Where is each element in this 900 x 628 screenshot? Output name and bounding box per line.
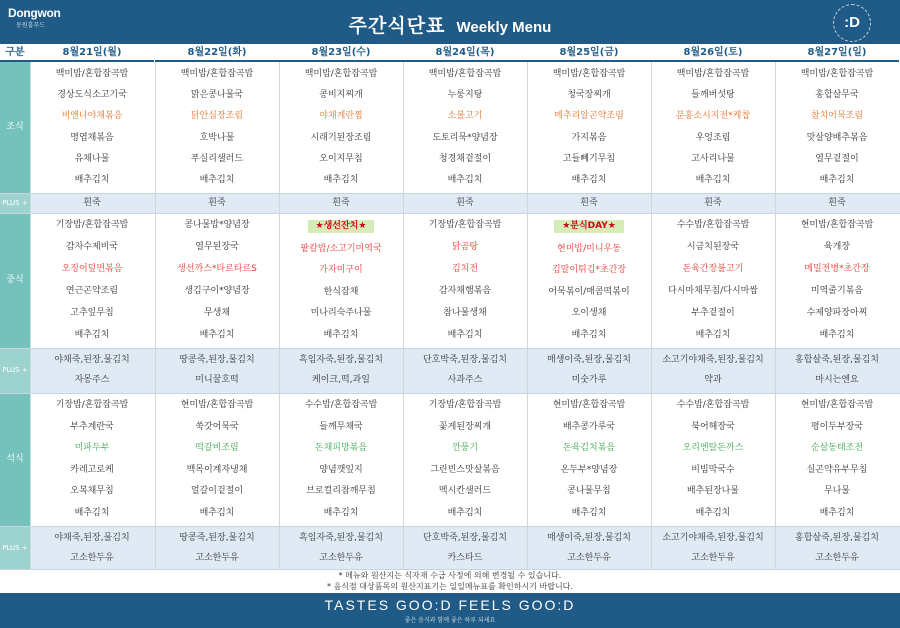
menu-item: 현미밥/혼합잡곡밥 (552, 400, 626, 411)
side-label-dinner-plus: PLUS + (0, 526, 30, 570)
menu-item: 청국장찌개 (567, 90, 611, 101)
breakfast-cell (775, 62, 899, 193)
menu-item: 자몽주스 (74, 375, 110, 386)
menu-item: 어묵볶이/매콤떡볶이 (548, 286, 630, 297)
menu-item: 배추김치 (74, 329, 110, 340)
note-line: * 음식점 대상품목의 원산지표기는 일일메뉴표를 확인하시기 바랍니다. (327, 582, 573, 591)
menu-item: 미나리숙주나물 (310, 308, 372, 319)
menu-item: 오이지무침 (319, 153, 363, 164)
menu-item: 배추김치 (447, 174, 483, 185)
menu-item: 연근곤약조림 (65, 285, 119, 296)
menu-item: 땅콩죽,된장,물김치 (179, 532, 255, 543)
menu-item: 멕시칸샐러드 (438, 486, 492, 497)
menu-item: 미숫가루 (571, 375, 607, 386)
menu-item: 메추리알곤약조림 (554, 111, 624, 122)
menu-item: 백미밥/혼합잡곡밥 (428, 69, 502, 80)
menu-item: 배추김치 (571, 174, 607, 185)
menu-item: 배추김치 (571, 507, 607, 518)
footer-subtext: 좋은 음식과 함께 좋은 하루 되세요 (404, 617, 496, 624)
menu-item: 고들빼기무침 (562, 153, 616, 164)
menu-item: 배추된장나물 (686, 486, 740, 497)
breakfast-plus-cell (403, 193, 527, 213)
footer-bar (0, 593, 900, 628)
menu-item: 고소한두유 (567, 552, 611, 563)
menu-item: 배추김치 (819, 507, 855, 518)
breakfast-cell (403, 62, 527, 193)
menu-item: 홍합살죽,된장,물김치 (795, 354, 879, 365)
day-header: 8월21일(월) (30, 44, 154, 62)
menu-item: 생선까스*타르타르S (177, 264, 257, 275)
menu-item: 비엔나야채볶음 (61, 111, 123, 122)
header-bar (0, 0, 900, 44)
menu-item: 맑은콩나물국 (190, 90, 244, 101)
dinner-cell (155, 393, 279, 526)
menu-item: 그린빈스맛살볶음 (430, 464, 500, 475)
menu-item: 무생채 (203, 307, 231, 318)
menu-item: 배추콩가루국 (562, 421, 616, 432)
day-header: 8월22일(화) (155, 44, 279, 62)
menu-item: 배추김치 (695, 174, 731, 185)
menu-item: 돈육김치볶음 (562, 443, 616, 454)
menu-item: 고소한두유 (815, 552, 859, 563)
lunch-plus-cell (30, 348, 154, 393)
menu-item: 흰죽 (456, 197, 474, 208)
lunch-cell (651, 213, 775, 348)
menu-item: 기장밥/혼합잡곡밥 (428, 220, 502, 231)
menu-item: 마시는엔요 (815, 375, 859, 386)
dinner-cell (775, 393, 899, 526)
menu-item: 김말이튀김*초간장 (551, 265, 627, 276)
menu-item: 수제양파장아찌 (806, 307, 868, 318)
menu-item: 배추김치 (199, 174, 235, 185)
menu-item: 부추겉절이 (691, 307, 735, 318)
side-label-breakfast-plus: PLUS + (0, 193, 30, 213)
menu-item: 김치전 (451, 264, 479, 275)
lunch-plus-cell (279, 348, 403, 393)
menu-item: 현미밥/혼합잡곡밥 (180, 400, 254, 411)
menu-item: 열무겉절이 (815, 153, 859, 164)
menu-item: 단호박죽,된장,물김치 (423, 532, 507, 543)
dinner-plus-cell (651, 526, 775, 570)
menu-item: 들깨무채국 (319, 421, 363, 432)
menu-item: 현미밥/미니우동 (557, 243, 621, 254)
lunch-cell (279, 213, 403, 348)
day-header: 8월27일(일) (775, 44, 899, 62)
menu-item: 고소한두유 (691, 552, 735, 563)
menu-item: 수수밥/혼합잡곡밥 (676, 220, 750, 231)
menu-item: 오복채무침 (70, 486, 114, 497)
menu-item: 시래기된장조림 (310, 132, 372, 143)
breakfast-cell (155, 62, 279, 193)
menu-item: 콩비지찌개 (319, 90, 363, 101)
menu-item: 미파두부 (74, 443, 110, 454)
breakfast-plus-cell (279, 193, 403, 213)
menu-item: 기장밥/혼합잡곡밥 (55, 220, 129, 231)
lunch-plus-cell (651, 348, 775, 393)
dinner-plus-cell (279, 526, 403, 570)
menu-item: 닭안심장조림 (190, 111, 244, 122)
menu-item: 참나물생채 (443, 307, 487, 318)
menu-item: 흰죽 (83, 197, 101, 208)
menu-item: 맛살양배추볶음 (806, 132, 868, 143)
breakfast-cell (279, 62, 403, 193)
dinner-plus-cell (775, 526, 899, 570)
menu-item: 단호박죽,된장,물김치 (423, 354, 507, 365)
menu-item: 배추김치 (199, 507, 235, 518)
menu-item: 깐풍기 (451, 443, 479, 454)
logo-text: Dongwon (8, 6, 61, 20)
menu-item: 고사리나물 (691, 153, 735, 164)
menu-item: 케이크,떡,과일 (312, 375, 370, 386)
menu-item: 호박나물 (199, 132, 235, 143)
side-label-lunch-plus: PLUS + (0, 348, 30, 393)
menu-item: 미역줄기볶음 (810, 285, 864, 296)
menu-item: 약과 (704, 375, 722, 386)
menu-item: 가지볶음 (571, 132, 607, 143)
menu-item: 분홍소시지전*케찹 (675, 111, 751, 122)
menu-item: ★분식DAY★ (554, 220, 624, 233)
menu-item: 도토리묵*양념장 (432, 132, 498, 143)
lunch-cell (775, 213, 899, 348)
menu-item: 배추김치 (695, 329, 731, 340)
menu-item: 흰죽 (828, 197, 846, 208)
menu-item: 쑥갓어묵국 (195, 421, 239, 432)
menu-item: 미니꿀호떡 (195, 375, 239, 386)
menu-item: 실곤약유부무침 (806, 464, 868, 475)
menu-item: 배추김치 (447, 329, 483, 340)
dinner-plus-cell (527, 526, 651, 570)
menu-item: 얼갈이겉절이 (190, 486, 244, 497)
notes (0, 570, 900, 592)
menu-item: 흰죽 (332, 197, 350, 208)
menu-item: 순살동태조전 (810, 443, 864, 454)
lunch-plus-cell (527, 348, 651, 393)
side-label-lunch: 중식 (0, 213, 30, 348)
menu-item: 매생이죽,된장,물김치 (547, 354, 631, 365)
menu-item: 흑임자죽,된장,물김치 (299, 354, 383, 365)
dinner-cell (651, 393, 775, 526)
menu-item: 현미밥/혼합잡곡밥 (800, 220, 874, 231)
menu-item: 가자미구이 (319, 265, 363, 276)
menu-item: 배추김치 (695, 507, 731, 518)
lunch-cell (403, 213, 527, 348)
menu-item: 배추김치 (323, 507, 359, 518)
menu-item: 흰죽 (580, 197, 598, 208)
menu-item: 매생이죽,된장,물김치 (547, 532, 631, 543)
menu-item: 배추김치 (323, 329, 359, 340)
menu-item: 부추계란국 (70, 421, 114, 432)
menu-item: 고소한두유 (319, 552, 363, 563)
title-english: Weekly Menu (456, 19, 552, 36)
menu-item: 오이생채 (571, 308, 607, 319)
daily-good-dish-badge-icon: :D (833, 4, 871, 42)
menu-item: 카레고로케 (70, 464, 114, 475)
menu-item: 명엽채볶음 (70, 132, 114, 143)
menu-item: 돈채피망볶음 (314, 443, 368, 454)
menu-item: 배추김치 (74, 507, 110, 518)
menu-item: 백미밥/혼합잡곡밥 (55, 69, 129, 80)
day-header: 8월25일(금) (527, 44, 651, 62)
menu-item: 소불고기 (447, 111, 483, 122)
menu-item: 평이두부장국 (810, 421, 864, 432)
lunch-cell (155, 213, 279, 348)
menu-item: 수수밥/혼합잡곡밥 (304, 400, 378, 411)
dinner-cell (279, 393, 403, 526)
menu-item: 홍합살무국 (815, 90, 859, 101)
menu-item: 배추김치 (571, 329, 607, 340)
menu-item: 배추김치 (447, 507, 483, 518)
dinner-plus-cell (155, 526, 279, 570)
menu-item: 들깨버섯탕 (691, 90, 735, 101)
menu-item: 돈육간장불고기 (682, 264, 744, 275)
menu-item: 감자채햄볶음 (438, 285, 492, 296)
menu-item: 배추김치 (323, 174, 359, 185)
corner-label: 구분 (0, 44, 30, 62)
footer-slogan: TASTES GOO:D FEELS GOO:D (324, 597, 576, 613)
menu-item: 고소한두유 (195, 552, 239, 563)
menu-item: 백미밥/혼합잡곡밥 (552, 69, 626, 80)
lunch-plus-cell (775, 348, 899, 393)
menu-item: 오리엔탈돈까스 (682, 443, 744, 454)
menu-item: 백미밥/혼합잡곡밥 (800, 69, 874, 80)
breakfast-cell (651, 62, 775, 193)
lunch-plus-cell (155, 348, 279, 393)
breakfast-plus-cell (30, 193, 154, 213)
menu-item: 북어해장국 (691, 421, 735, 432)
menu-item: 콩나물밥*양념장 (184, 220, 250, 231)
menu-item: 백미밥/혼합잡곡밥 (180, 69, 254, 80)
menu-item: 유채나물 (74, 153, 110, 164)
menu-item: 푸실리샐러드 (190, 153, 244, 164)
menu-item: 땅콩죽,된장,물김치 (179, 354, 255, 365)
menu-item: 닭곰탕 (451, 242, 479, 253)
note-line: * 메뉴와 원산지는 식자재 수급 사정에 의해 변경될 수 있습니다. (338, 571, 562, 580)
breakfast-cell (30, 62, 154, 193)
lunch-cell (30, 213, 154, 348)
dinner-plus-cell (403, 526, 527, 570)
logo-subtext: 동원홈푸드 (16, 22, 45, 29)
breakfast-plus-cell (155, 193, 279, 213)
dinner-cell (403, 393, 527, 526)
menu-item: 한식잡채 (323, 286, 359, 297)
menu-item: 감자수제비국 (65, 242, 119, 253)
menu-item: 현미밥/혼합잡곡밥 (800, 400, 874, 411)
menu-item: 무나물 (823, 486, 851, 497)
menu-item: 육개장 (823, 242, 851, 253)
menu-item: 다시마채무침/다시마쌈 (668, 285, 758, 296)
page-title (0, 11, 900, 38)
menu-item: 온두부*양념장 (560, 464, 618, 475)
title-korean: 주간식단표 (348, 15, 446, 37)
menu-item: 브로컬리참깨무침 (306, 486, 376, 497)
menu-item: 기장밥/혼합잡곡밥 (55, 400, 129, 411)
breakfast-plus-cell (527, 193, 651, 213)
menu-item: 소고기야채죽,된장,물김치 (662, 354, 764, 365)
menu-item: ★생선잔치★ (308, 220, 375, 233)
menu-item: 배추김치 (74, 174, 110, 185)
day-header: 8월24일(목) (403, 44, 527, 62)
menu-item: 소고기야채죽,된장,물김치 (662, 532, 764, 543)
menu-item: 수수밥/혼합잡곡밥 (676, 400, 750, 411)
menu-item: 메밀전병*초간장 (804, 264, 870, 275)
menu-item: 시금치된장국 (686, 242, 740, 253)
day-header: 8월26일(토) (651, 44, 775, 62)
lunch-plus-cell (403, 348, 527, 393)
menu-item: 배추김치 (199, 329, 235, 340)
menu-item: 청경채겉절이 (438, 153, 492, 164)
menu-item: 기장밥/혼합잡곡밥 (428, 400, 502, 411)
menu-item: 백미밥/혼합잡곡밥 (676, 69, 750, 80)
menu-item: 비빔막국수 (691, 464, 735, 475)
breakfast-cell (527, 62, 651, 193)
menu-item: 야채계란찜 (319, 111, 363, 122)
menu-item: 경상도식소고기국 (57, 90, 127, 101)
menu-item: 배추김치 (819, 329, 855, 340)
menu-item: 홍합살죽,된장,물김치 (795, 532, 879, 543)
lunch-cell (527, 213, 651, 348)
menu-item: 배추김치 (819, 174, 855, 185)
dinner-cell (30, 393, 154, 526)
menu-item: 야채죽,된장,물김치 (54, 532, 130, 543)
menu-item: 오징어덮면볶음 (61, 264, 123, 275)
menu-item: 카스타드 (447, 552, 483, 563)
menu-item: 꽃게된장찌개 (438, 421, 492, 432)
menu-item: 사과주스 (447, 375, 483, 386)
dinner-cell (527, 393, 651, 526)
menu-item: 흰죽 (208, 197, 226, 208)
menu-item: 양념깻잎지 (319, 464, 363, 475)
menu-item: 고추잎무침 (70, 307, 114, 318)
side-label-dinner: 석식 (0, 393, 30, 526)
menu-item: 누룽지탕 (447, 90, 483, 101)
menu-item: 열무된장국 (195, 242, 239, 253)
menu-item: 백미밥/혼합잡곡밥 (304, 69, 378, 80)
menu-item: 떡갈비조림 (195, 443, 239, 454)
side-label-breakfast: 조식 (0, 62, 30, 193)
menu-item: 야채죽,된장,물김치 (54, 354, 130, 365)
menu-item: 흑임자죽,된장,물김치 (299, 532, 383, 543)
menu-item: 콩나물무침 (567, 486, 611, 497)
day-header: 8월23일(수) (279, 44, 403, 62)
breakfast-plus-cell (651, 193, 775, 213)
menu-item: 백목이계자냉채 (186, 464, 248, 475)
menu-item: 우엉조림 (695, 132, 731, 143)
dinner-plus-cell (30, 526, 154, 570)
menu-item: 생김구이*양념장 (184, 285, 250, 296)
menu-item: 흰죽 (704, 197, 722, 208)
breakfast-plus-cell (775, 193, 899, 213)
menu-item: 참치어묵조림 (810, 111, 864, 122)
menu-item: 팥칼밥/소고기미역국 (300, 243, 382, 254)
menu-item: 고소한두유 (70, 552, 114, 563)
